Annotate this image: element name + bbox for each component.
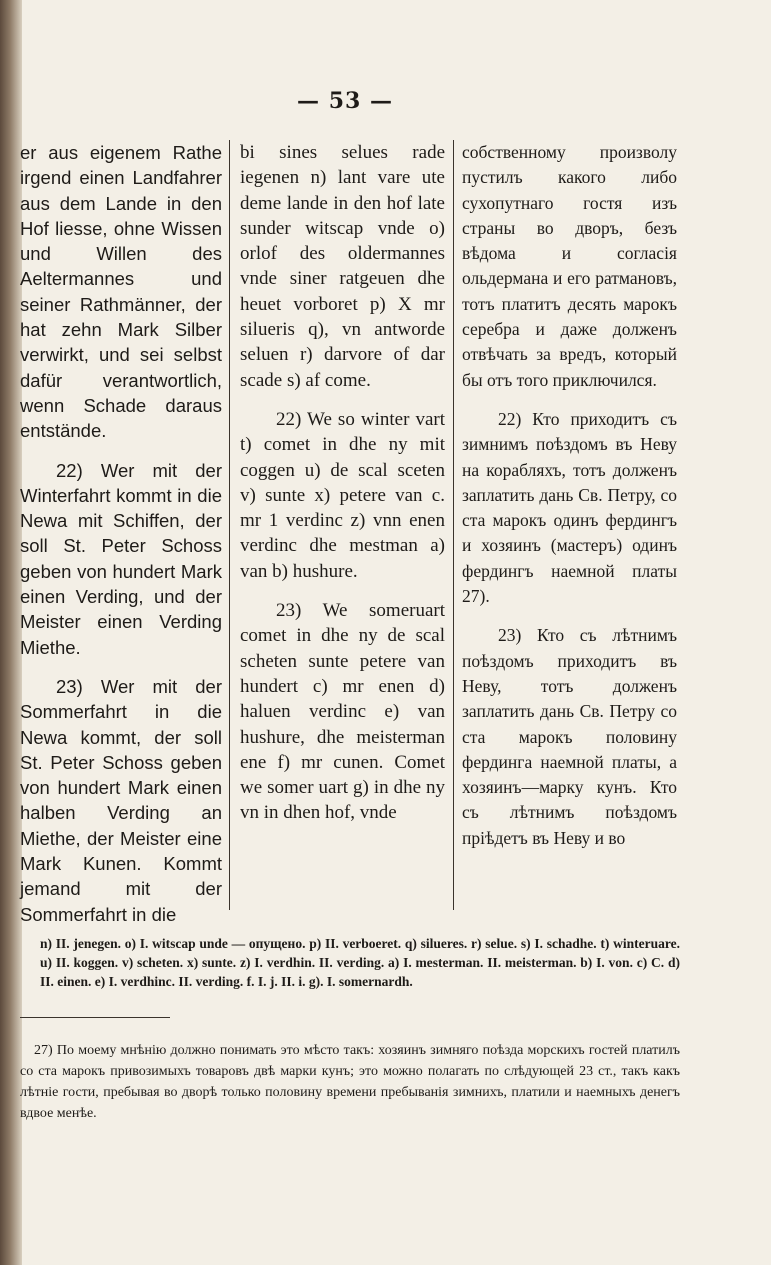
paragraph-german-23: 23) Wer mit der Sommerfahrt in die Newa kommt, der soll St. Peter Schoss geben von hundert Mark einen halben Verding an Miethe, der Meister eine Mark Kunen. Kommt jemand mit der Sommerfahrt in die (20, 675, 222, 925)
variant-readings-text: n) II. jenegen. o) I. witscap unde — опущено. p) II. verboeret. q) silueres. r) selue. s) I. schadhe. t) winteruare. u) II. koggen. v) scheten. x) sunte. z) I. verdhin. II. verding. a) I. mesterman. II. meisterman. b) I. von. c) C. d) II. einen. e) I. verdhinc. II. verding. f. I. j. II. i. g). I. somernardh. (40, 936, 680, 989)
middle-low-german-column (240, 140, 445, 910)
footnote-27: 27) По моему мнѣнію должно понимать это мѣсто такъ: хозяинъ зимняго поѣзда морскихъ гостей платилъ со ста марокъ привозимыхъ товаровъ двѣ марки кунъ; это можно полагать по слѣдующей 23 ст., такъ какъ лѣтніе гости, пребывая во дворѣ только половину времени пребыванія зимнихъ, платили и наемныхъ денегъ вдвое менѣе. (20, 1043, 680, 1121)
column-divider (229, 140, 230, 910)
book-gutter-shadow (0, 0, 22, 1265)
paragraph-german-continuation: er aus eigenem Rathe irgend einen Landfahrer aus dem Lande in den Hof liesse, ohne Wissen und Willen des Aeltermannes und seiner Rathmänner, der hat zehn Mark Silber verwirkt, und sei selbst dafür verantwortlich, wenn Schade daraus entstände. (20, 142, 222, 442)
paragraph-russian-22: 22) Кто приходитъ съ зимнимъ поѣздомъ въ Неву на корабляхъ, тотъ долженъ заплатить дань Св. Петру, со ста марокъ одинъ фердингъ и хозяинъ (мастеръ) одинъ фердингъ наемной платы 27). (462, 408, 677, 607)
german-translation-column (20, 140, 222, 925)
paragraph-german-22: 22) Wer mit der Winterfahrt kommt in die Newa mit Schiffen, der soll St. Peter Schoss geben von hundert Mark einen Verding, und der Meister einen Verding Miethe. (20, 459, 222, 658)
page-number: — 53 — (297, 88, 393, 114)
russian-translation-column (462, 140, 677, 910)
paragraph-original-22: 22) We so winter vart t) comet in dhe ny mit coggen u) de scal sceten v) sunte x) petere van c. mr 1 verdinc z) vnn enen verdinc dhe mestman a) van b) hushure. (240, 408, 445, 582)
paragraph-russian-continuation: собственному произволу пустилъ какого либо сухопутнаго гостя изъ страны во дворъ, безъ вѣдома и согласія ольдермана и его ратмановъ, тотъ платитъ десять марокъ серебра и даже долженъ отвѣчать за вредъ, который бы отъ того приключился. (462, 142, 677, 390)
paragraph-original-23: 23) We someruart comet in dhe ny de scal scheten sunte petere van hundert c) mr enen d) haluen verdinc e) van hushure, dhe meisterman ene f) mr cunen. Comet we somer uart g) in dhe ny vn in dhen hof, vnde (240, 600, 445, 824)
footnote-separator (20, 1017, 170, 1018)
column-divider (453, 140, 454, 910)
paragraph-russian-23: 23) Кто съ лѣтнимъ поѣздомъ приходитъ въ Неву, тотъ долженъ заплатить дань Св. Петру со ста марокъ половину фердинга наемной платы, а хозяинъ—марку кунъ. Кто съ лѣтнимъ поѣздомъ пріѣдетъ въ Неву и во (462, 625, 677, 848)
variant-readings-notes (40, 934, 680, 991)
paragraph-original-continuation: bi sines selues rade iegenen n) lant vare ute deme lande in den hof late sunder witscap vnde o) orlof des oldermannes vnde siner ratgeuen dhe heuet vorboret p) X mr silueris q), vn antworde seluen r) darvore of dar scade s) af come. (240, 142, 445, 391)
